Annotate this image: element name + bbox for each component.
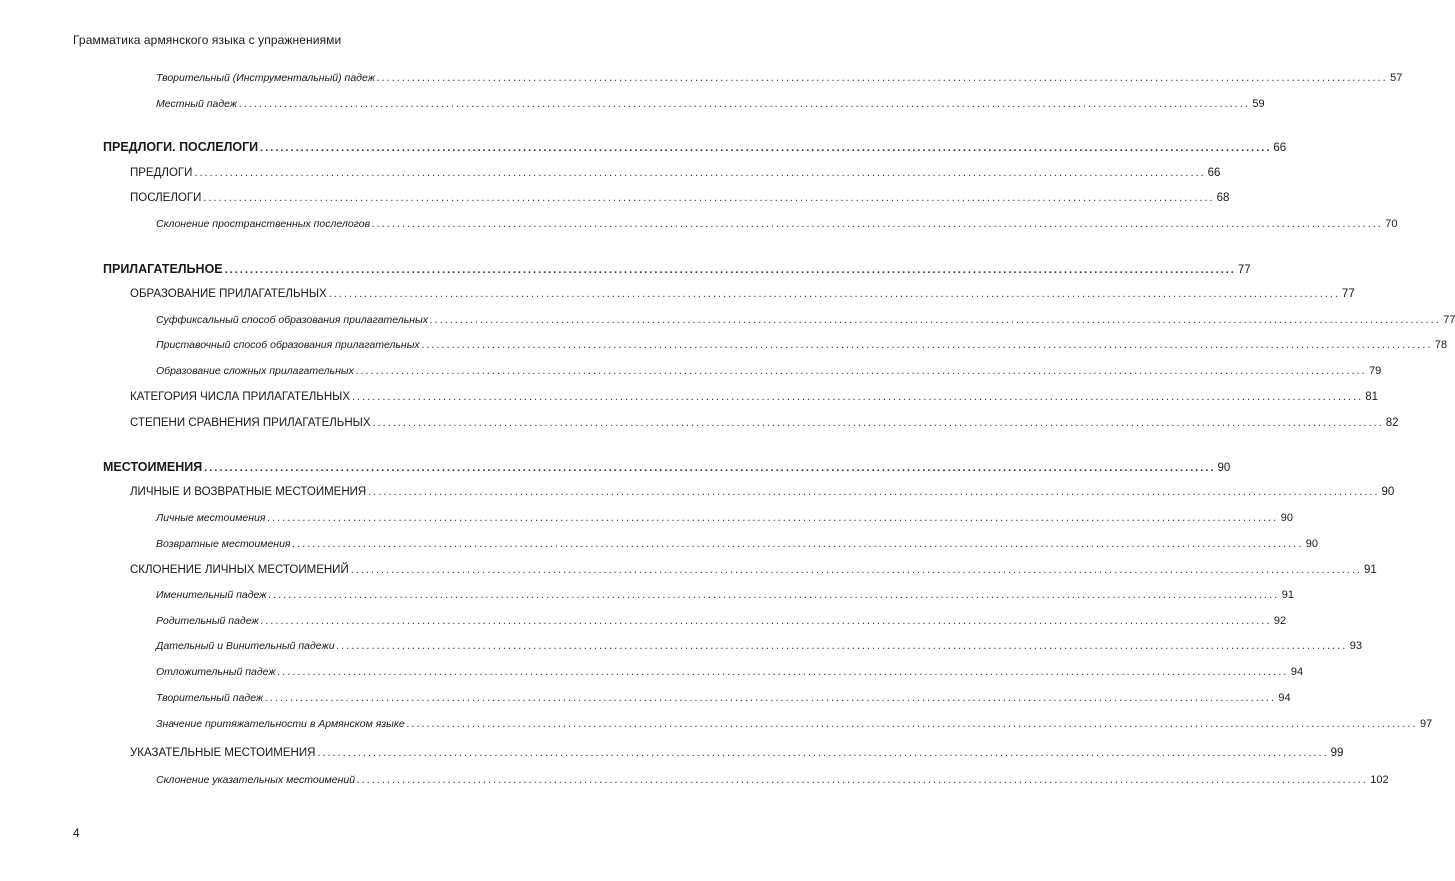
toc-entry-title: ПРИЛАГАТЕЛЬНОЕ (103, 262, 223, 276)
toc-entry-title: ПРЕДЛОГИ. ПОСЛЕЛОГИ (103, 140, 259, 154)
toc-entry[interactable] (156, 662, 1304, 678)
toc-entry-page: 77 (1237, 264, 1251, 276)
toc-entry-title: ПОСЛЕЛОГИ (130, 192, 202, 204)
toc-entry[interactable] (156, 770, 1389, 786)
toc-entry[interactable] (156, 361, 1382, 377)
toc-entry[interactable] (103, 138, 1287, 154)
toc-entry-title: Творительный падеж (156, 692, 264, 704)
dot-leader: ........................................................................................................................................................................................................ (204, 462, 1216, 474)
dot-leader: ........................................................................................................................................................................................................ (268, 589, 1280, 601)
toc-entry[interactable] (156, 310, 1455, 326)
toc-entry-page: 90 (1217, 462, 1231, 474)
dot-leader: ........................................................................................................................................................................................................ (203, 192, 1215, 204)
toc-entry-page: 97 (1419, 718, 1433, 730)
dot-leader: ........................................................................................................................................................................................................ (292, 538, 1304, 550)
dot-leader: ........................................................................................................................................................................................................ (224, 264, 1236, 276)
toc-entry-title: Склонение пространственных послелогов (156, 218, 371, 230)
dot-leader: ........................................................................................................................................................................................................ (372, 417, 1384, 429)
toc-entry[interactable] (130, 482, 1395, 498)
toc-entry-title: ПРЕДЛОГИ (130, 167, 193, 179)
toc-entry[interactable] (130, 560, 1377, 576)
dot-leader: ........................................................................................................................................................................................................ (336, 640, 1348, 652)
toc-entry-title: МЕСТОИМЕНИЯ (103, 460, 203, 474)
toc-entry-title: КАТЕГОРИЯ ЧИСЛА ПРИЛАГАТЕЛЬНЫХ (130, 391, 350, 403)
toc-entry[interactable] (130, 743, 1344, 759)
toc-entry-title: Личные местоимения (156, 512, 266, 524)
toc-entry-page: 99 (1330, 747, 1344, 759)
dot-leader: ........................................................................................................................................................................................................ (376, 72, 1389, 84)
toc-entry[interactable] (130, 413, 1399, 429)
toc-entry-title: Именительный падеж (156, 589, 267, 601)
toc-entry-title: Значение притяжательности в Армянском языке (156, 718, 405, 730)
toc-entry-title: Творительный (Инструментальный) падеж (156, 72, 375, 84)
dot-leader: ........................................................................................................................................................................................................ (372, 218, 1384, 230)
toc-entry-page: 81 (1365, 391, 1379, 403)
toc-entry-title: Родительный падеж (156, 615, 259, 627)
toc-entry-page: 77 (1341, 288, 1355, 300)
toc-entry-page: 82 (1385, 417, 1399, 429)
toc-entry-page: 66 (1273, 142, 1287, 154)
toc-entry-page: 90 (1280, 512, 1293, 524)
dot-leader: ........................................................................................................................................................................................................ (406, 718, 1418, 730)
toc-entry-title: Образование сложных прилагательных (156, 365, 354, 377)
dot-leader: ........................................................................................................................................................................................................ (350, 564, 1362, 576)
toc-entry[interactable] (103, 260, 1251, 276)
toc-entry-title: ОБРАЗОВАНИЕ ПРИЛАГАТЕЛЬНЫХ (130, 288, 327, 300)
toc-entry[interactable] (156, 68, 1403, 84)
dot-leader: ........................................................................................................................................................................................................ (328, 288, 1340, 300)
toc-entry-page: 70 (1385, 218, 1398, 230)
toc-entry[interactable] (156, 335, 1448, 351)
dot-leader: ........................................................................................................................................................................................................ (355, 365, 1368, 377)
toc-entry-title: ЛИЧНЫЕ И ВОЗВРАТНЫЕ МЕСТОИМЕНИЯ (130, 486, 367, 498)
toc-entry-title: Суффиксальный способ образования прилагательных (156, 314, 428, 326)
dot-leader: ........................................................................................................................................................................................................ (368, 486, 1380, 498)
toc-entry-title: Склонение указательных местоимений (156, 774, 356, 786)
toc-entry-page: 93 (1349, 640, 1363, 652)
toc-entry[interactable] (130, 163, 1221, 179)
toc-entry[interactable] (156, 688, 1291, 704)
toc-entry-title: СКЛОНЕНИЕ ЛИЧНЫХ МЕСТОИМЕНИЙ (130, 564, 349, 576)
dot-leader: ........................................................................................................................................................................................................ (265, 692, 1277, 704)
page-number: 4 (73, 826, 80, 840)
toc-entry-page: 102 (1370, 774, 1389, 786)
toc-entry-title: УКАЗАТЕЛЬНЫЕ МЕСТОИМЕНИЯ (130, 747, 316, 759)
toc-entry[interactable] (103, 458, 1231, 474)
toc-entry[interactable] (156, 214, 1398, 230)
dot-leader: ........................................................................................................................................................................................................ (260, 615, 1272, 627)
dot-leader: ........................................................................................................................................................................................................ (317, 747, 1329, 759)
toc-entry[interactable] (156, 611, 1287, 627)
dot-leader: ........................................................................................................................................................................................................ (239, 98, 1251, 110)
toc-entry-title: Приставочный способ образования прилагательных (156, 339, 420, 351)
toc-entry[interactable] (156, 508, 1293, 524)
toc-entry-title: Отложительный падеж (156, 666, 276, 678)
toc-entry-title: СТЕПЕНИ СРАВНЕНИЯ ПРИЛАГАТЕЛЬНЫХ (130, 417, 371, 429)
dot-leader: ........................................................................................................................................................................................................ (277, 666, 1289, 678)
toc-entry-page: 79 (1369, 365, 1382, 377)
toc-entry[interactable] (130, 387, 1379, 403)
toc-entry-page: 94 (1290, 666, 1304, 678)
running-header: Грамматика армянского языка с упражнениями (73, 33, 342, 47)
toc-entry-title: Местный падеж (156, 98, 238, 110)
dot-leader: ........................................................................................................................................................................................................ (421, 339, 1433, 351)
dot-leader: ........................................................................................................................................................................................................ (194, 167, 1206, 179)
toc-entry-page: 94 (1278, 692, 1291, 704)
toc-entry[interactable] (130, 284, 1355, 300)
toc-entry-page: 57 (1390, 72, 1403, 84)
toc-entry-page: 59 (1252, 98, 1265, 110)
dot-leader: ........................................................................................................................................................................................................ (267, 512, 1279, 524)
toc-entry-title: Дательный и Винительный падежи (156, 640, 335, 652)
toc-entry[interactable] (156, 534, 1319, 550)
toc-entry[interactable] (130, 188, 1230, 204)
toc-entry-page: 68 (1216, 192, 1230, 204)
dot-leader: ........................................................................................................................................................................................................ (429, 314, 1442, 326)
dot-leader: ........................................................................................................................................................................................................ (352, 391, 1364, 403)
toc-entry-page: 91 (1363, 564, 1377, 576)
toc-entry[interactable] (156, 636, 1363, 652)
toc-entry-title: Возвратные местоимения (156, 538, 291, 550)
toc-entry-page: 77 (1443, 314, 1455, 326)
toc-entry-page: 78 (1434, 339, 1448, 351)
toc-entry[interactable] (156, 714, 1433, 730)
toc-entry[interactable] (156, 94, 1265, 110)
toc-entry-page: 92 (1273, 615, 1287, 627)
toc-entry-page: 90 (1381, 486, 1395, 498)
dot-leader: ........................................................................................................................................................................................................ (357, 774, 1369, 786)
dot-leader: ........................................................................................................................................................................................................ (260, 142, 1272, 154)
toc-entry[interactable] (156, 585, 1294, 601)
toc-entry-page: 66 (1207, 167, 1221, 179)
toc-entry-page: 90 (1305, 538, 1319, 550)
toc-entry-page: 91 (1281, 589, 1294, 601)
